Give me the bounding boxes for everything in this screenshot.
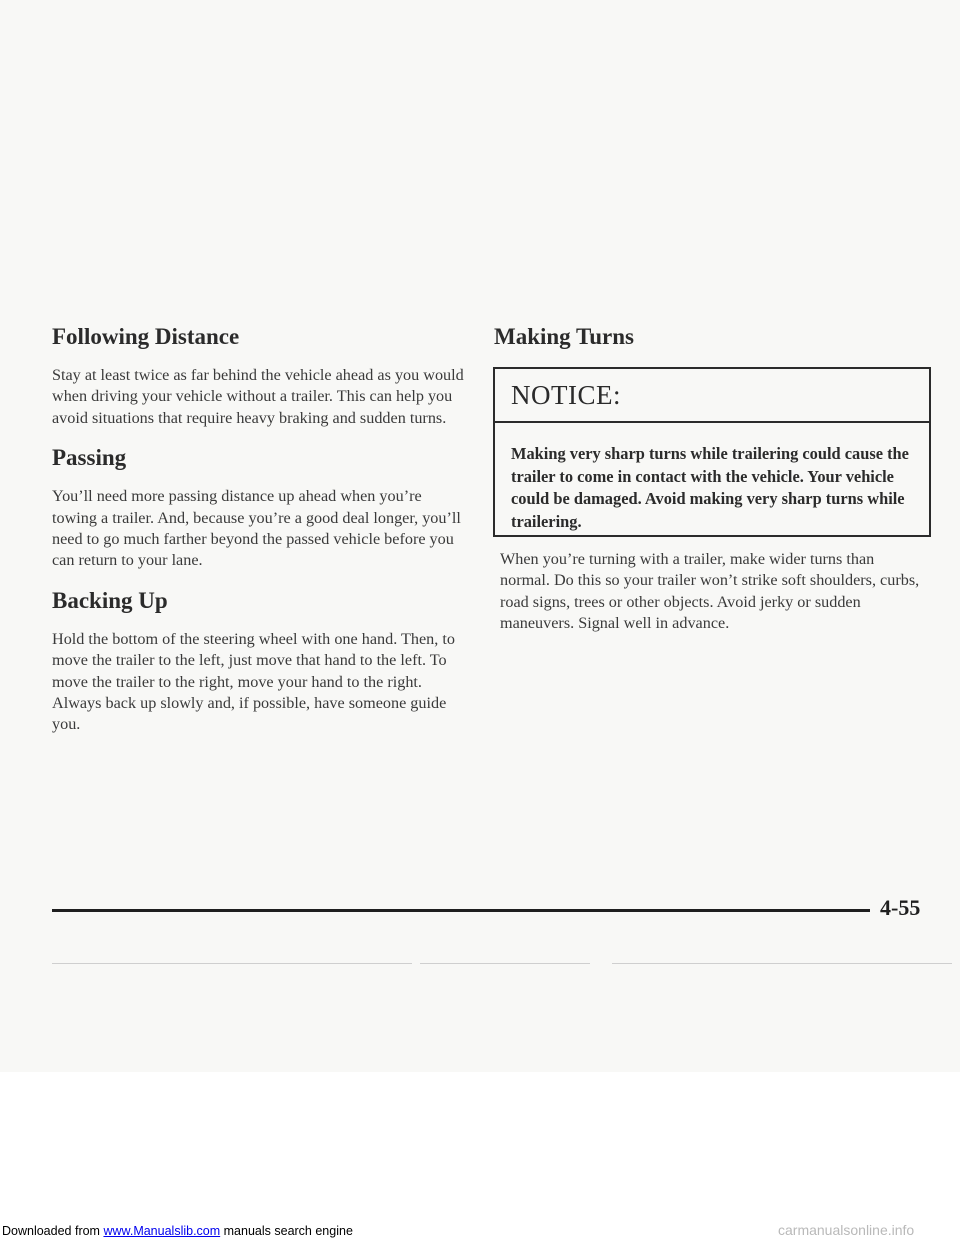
passing-text: You’ll need more passing distance up ahead when you’re towing a trailer. And, because you’re a good deal longer, you’ll need to go much farther beyond the passed vehicle before you can return to your lane.	[52, 487, 461, 570]
making-turns-heading: Making Turns	[494, 324, 634, 349]
notice-title: NOTICE:	[511, 379, 621, 410]
notice-box	[493, 367, 931, 537]
download-banner	[2, 1224, 353, 1238]
notice-text: Making very sharp turns while trailering could cause the trailer to come in contact with the vehicle. Your vehicle could be damaged. Avoid making very sharp turns while trailering.	[511, 444, 909, 531]
passing-heading: Passing	[52, 445, 127, 471]
download-prefix: Downloaded from	[2, 1224, 104, 1238]
page-number: 4-55	[880, 895, 921, 920]
manualslib-link[interactable]: www.Manualslib.com	[103, 1224, 221, 1238]
making-turns-text: When you’re turning with a trailer, make wider turns than normal. Do this so your trailer won’t strike soft shoulders, curbs, road signs, trees or other objects. Avoid jerky or sudden maneuvers. Signal well in advance.	[500, 550, 920, 633]
download-suffix: manuals search engine	[220, 1224, 353, 1238]
backing-up-heading: Backing Up	[52, 587, 168, 613]
left-column	[52, 316, 470, 736]
scan-line-right	[612, 963, 952, 964]
following-distance-text: Stay at least twice as far behind the vehicle ahead as you would when driving your vehicle without a trailer. This can help you avoid situations that require heavy braking and sudden turns.	[52, 366, 464, 427]
following-distance-heading: Following Distance	[52, 324, 240, 349]
scan-line-middle	[420, 963, 590, 964]
scan-line-left	[52, 963, 412, 964]
right-column	[493, 316, 933, 352]
watermark: carmanualsonline.info	[778, 1222, 915, 1238]
page-bottom-margin	[0, 1072, 960, 1242]
backing-up-text: Hold the bottom of the steering wheel with one hand. Then, to move the trailer to the left, just move that hand to the left. To move the trailer to the right, move your hand to the right. Always back up slowly and, if possible, have someone guide you.	[52, 629, 455, 734]
footer-rule	[52, 909, 870, 912]
notice-header	[495, 369, 929, 423]
